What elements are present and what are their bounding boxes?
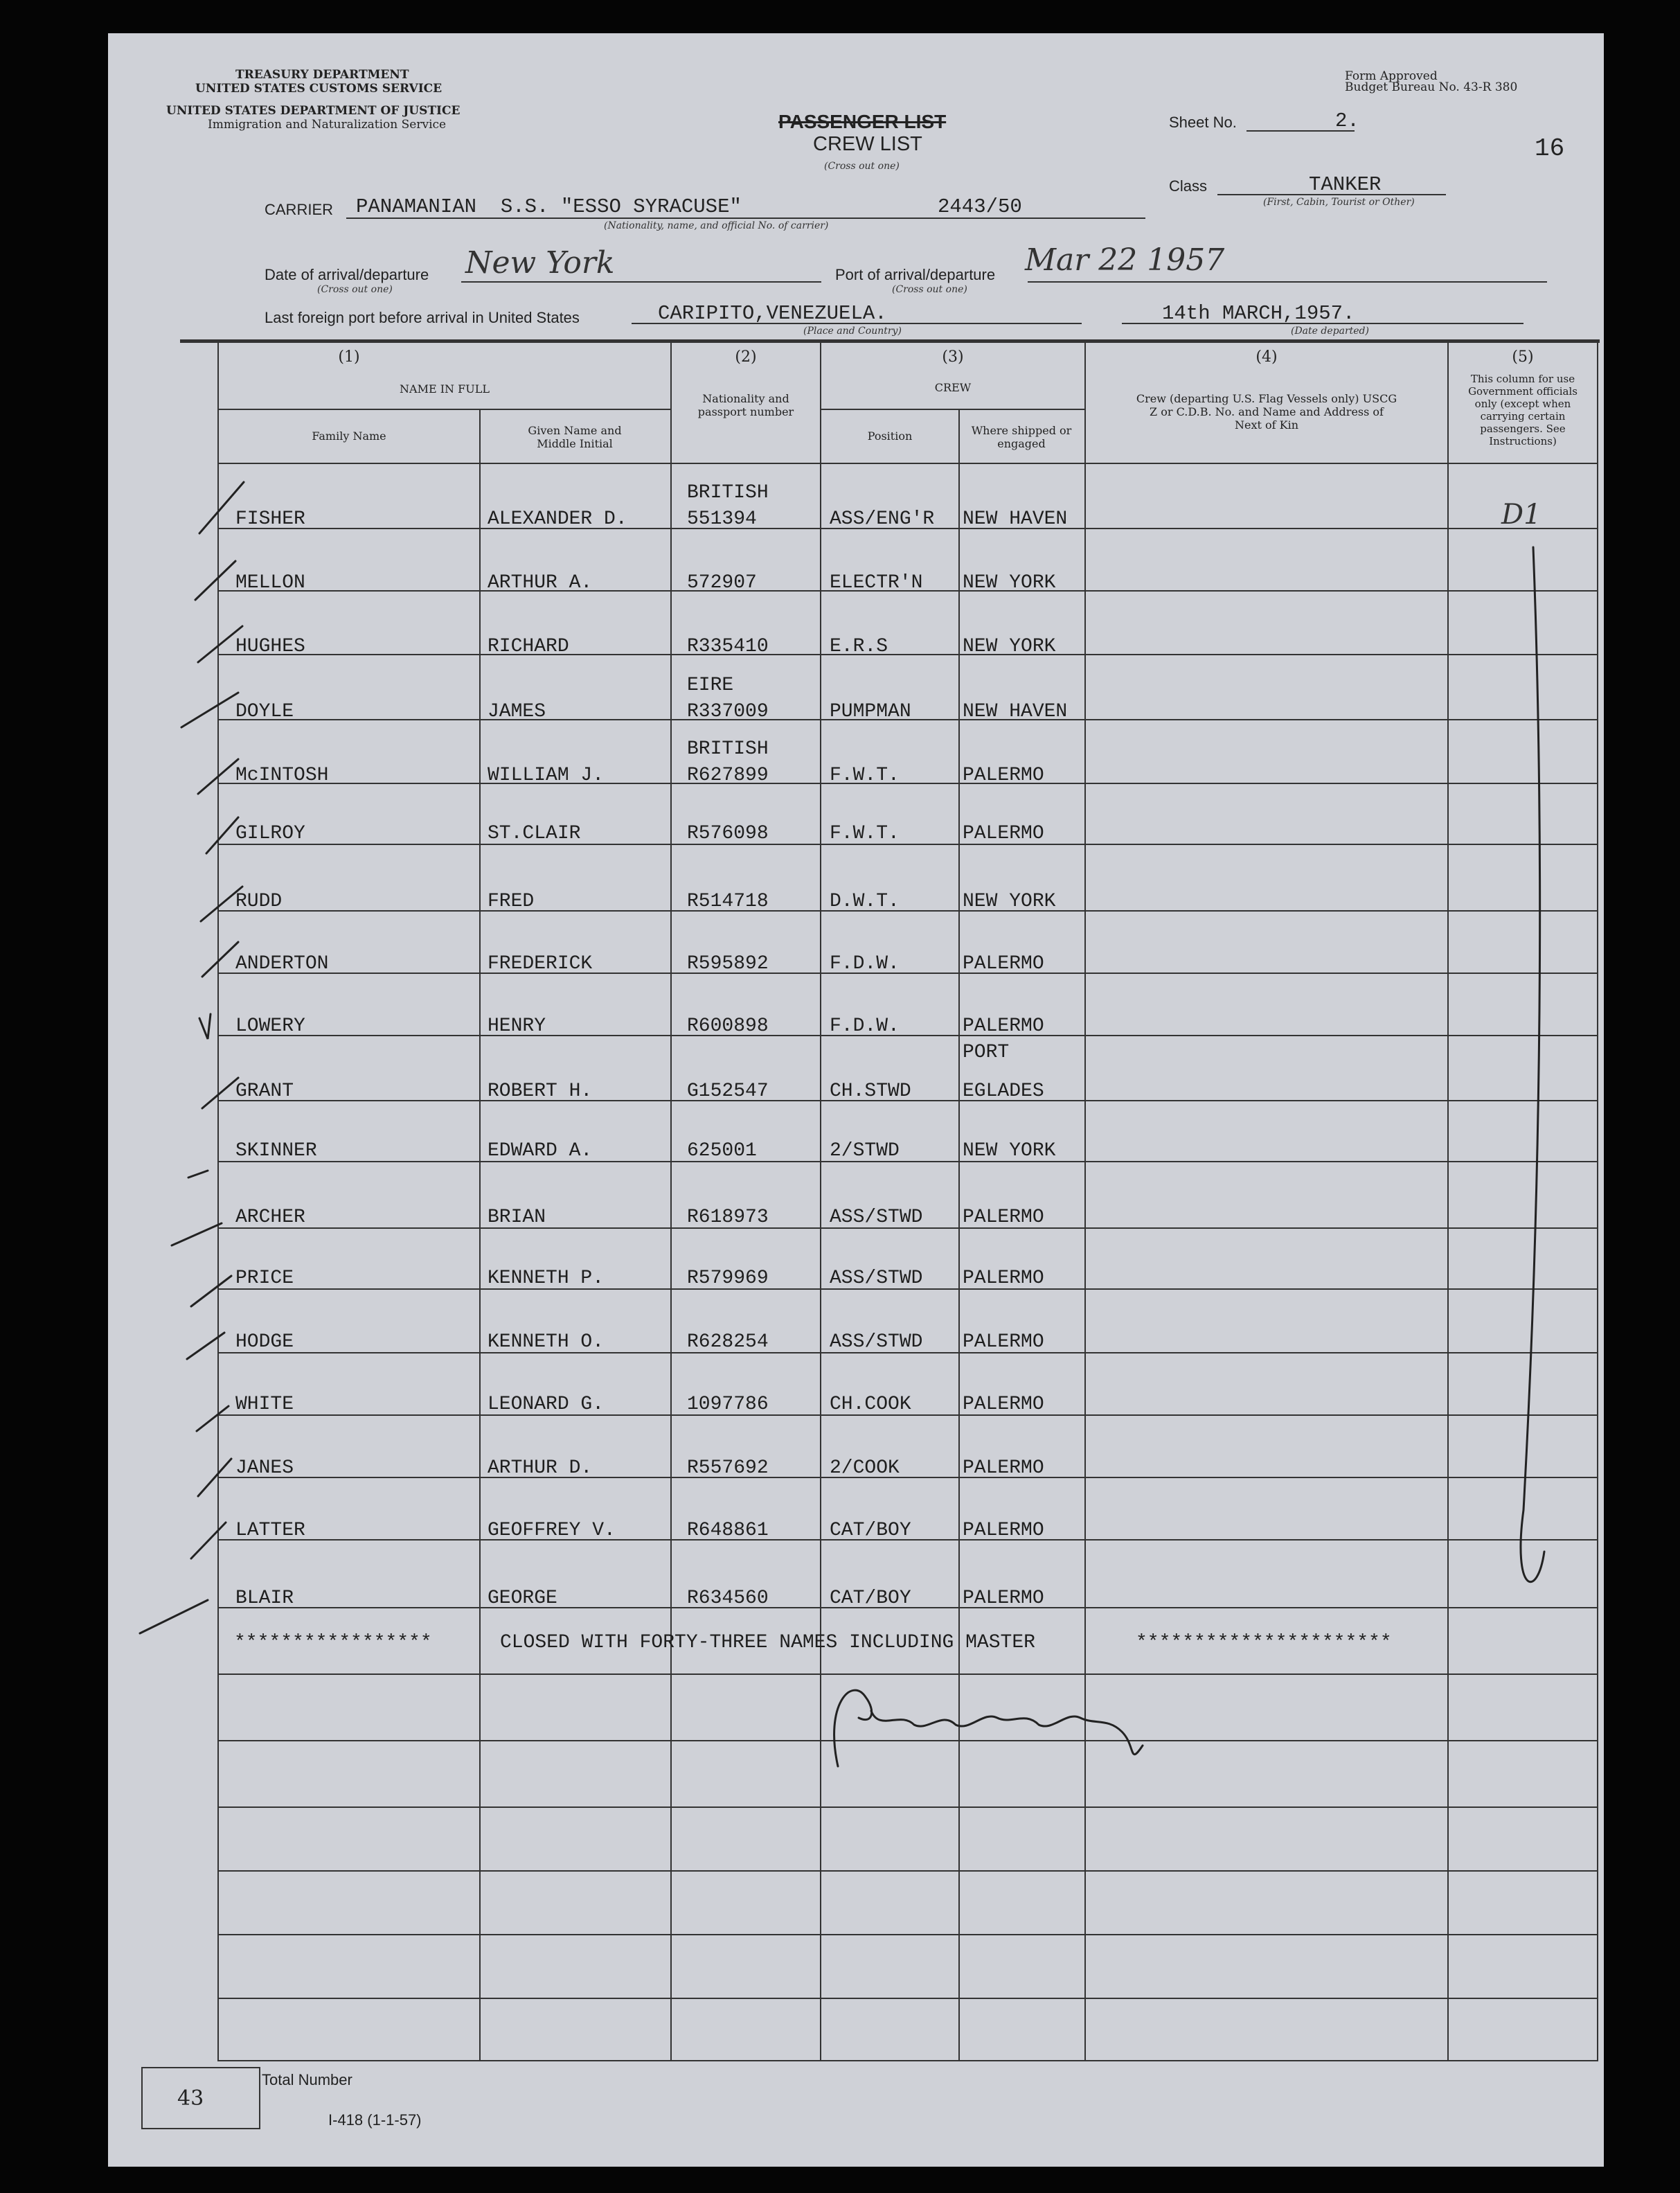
checkmark-4 [181, 693, 238, 727]
family-name: RUDD [235, 891, 283, 912]
crew-list-title: CREW LIST [813, 133, 922, 155]
where-shipped: NEW HAVEN [963, 508, 1068, 530]
where-shipped-line1: PORT [963, 1042, 1010, 1063]
family-name: LOWERY [235, 1015, 305, 1037]
passport-number: R557692 [687, 1457, 769, 1479]
position: F.D.W. [830, 953, 900, 975]
signature [834, 1690, 1143, 1766]
family-name: LATTER [235, 1520, 305, 1541]
position: ASS/STWD [830, 1207, 923, 1228]
sheet-number: 2. [1335, 109, 1359, 132]
form-number: I-418 (1-1-57) [328, 2111, 422, 2129]
checkmark-12 [172, 1223, 222, 1245]
page-number: 16 [1535, 134, 1565, 163]
given-name: KENNETH P. [488, 1268, 605, 1289]
position: F.W.T. [830, 823, 900, 844]
family-name: BLAIR [235, 1588, 294, 1609]
family-name: ANDERTON [235, 953, 329, 975]
col2-title: Nationality and passport number [697, 392, 794, 418]
given-name: WILLIAM J. [488, 765, 605, 786]
closing-statement: CLOSED WITH FORTY-THREE NAMES INCLUDING MASTER [500, 1632, 1035, 1653]
checkmark-9 [199, 1014, 211, 1039]
handwritten-date: Mar 22 1957 [1025, 242, 1225, 278]
class-value: TANKER [1309, 173, 1382, 196]
position: ELECTR'N [830, 572, 923, 594]
given-name: BRIAN [488, 1207, 546, 1228]
position: CAT/BOY [830, 1520, 911, 1541]
passport-number: R627899 [687, 765, 769, 786]
position: F.W.T. [830, 765, 900, 786]
where-shipped: PALERMO [963, 1457, 1044, 1479]
given-name: EDWARD A. [488, 1140, 593, 1162]
date-label: Date of arrival/departure [265, 266, 429, 283]
checkmark-3 [198, 626, 242, 662]
treasury-department: TREASURY DEPARTMENT [235, 68, 409, 82]
position: 2/COOK [830, 1457, 900, 1479]
where-shipped: PALERMO [963, 1268, 1044, 1289]
position: 2/STWD [830, 1140, 900, 1162]
family-name: JANES [235, 1457, 294, 1479]
given-name-header: Given Name and Middle Initial [528, 424, 622, 450]
passport-number: R337009 [687, 701, 769, 722]
position: CH.STWD [830, 1081, 911, 1102]
last-port-label: Last foreign port before arrival in United States [265, 309, 580, 326]
col1-number: (1) [338, 348, 360, 366]
family-name: GILROY [235, 823, 305, 844]
checkmark-8 [202, 942, 238, 977]
family-name: WHITE [235, 1394, 294, 1415]
passport-number: G152547 [687, 1081, 769, 1102]
position-header: Position [867, 429, 913, 443]
checkmark-2 [195, 561, 235, 600]
where-shipped: PALERMO [963, 1207, 1044, 1228]
position: ASS/STWD [830, 1331, 923, 1353]
where-shipped: PALERMO [963, 1394, 1044, 1415]
family-name: SKINNER [235, 1140, 317, 1162]
col3-number: (3) [942, 348, 964, 366]
given-name: RICHARD [488, 636, 569, 657]
position: D.W.T. [830, 891, 900, 912]
last-port-value: CARIPITO,VENEZUELA. [658, 302, 887, 325]
where-shipped: PALERMO [963, 1588, 1044, 1609]
passport-number: R648861 [687, 1520, 769, 1541]
total-value: 43 [177, 2086, 204, 2111]
last-port-note: (Place and Country) [803, 326, 902, 337]
given-name: KENNETH O. [488, 1331, 605, 1353]
col4-title: Crew (departing U.S. Flag Vessels only) USCG Z or C.D.B. No. and Name and Address of Next of Kin [1136, 392, 1397, 432]
class-label: Class [1169, 177, 1208, 195]
total-label: Total Number [262, 2071, 352, 2088]
checkmark-17 [191, 1522, 226, 1559]
col3-title: CREW [934, 381, 972, 394]
given-name: GEORGE [488, 1588, 557, 1609]
where-shipped: NEW HAVEN [963, 701, 1068, 722]
passport-number: 1097786 [687, 1394, 769, 1415]
checkmark-18 [140, 1600, 208, 1633]
cross-out-note: (Cross out one) [824, 161, 900, 172]
budget-bureau: Budget Bureau No. 43-R 380 [1345, 80, 1518, 94]
position: CAT/BOY [830, 1588, 911, 1609]
position: PUMPMAN [830, 701, 911, 722]
passport-number: R335410 [687, 636, 769, 657]
given-name: FRED [488, 891, 535, 912]
date-departed-value: 14th MARCH,1957. [1162, 302, 1355, 325]
checkmark-5 [198, 759, 238, 794]
family-name: GRANT [235, 1081, 294, 1102]
date-note: (Cross out one) [317, 284, 393, 295]
family-name: DOYLE [235, 701, 294, 722]
position: CH.COOK [830, 1394, 911, 1415]
checkmark-14 [187, 1333, 224, 1359]
col1-title: NAME IN FULL [400, 382, 490, 396]
where-shipped: NEW YORK [963, 572, 1056, 594]
given-name: FREDERICK [488, 953, 593, 975]
where-shipped: NEW YORK [963, 891, 1056, 912]
handwritten-city: New York [465, 245, 615, 281]
date-departed-note: (Date departed) [1291, 326, 1369, 337]
col2-number: (2) [735, 348, 757, 366]
given-name: ARTHUR D. [488, 1457, 593, 1479]
where-shipped: PALERMO [963, 1015, 1044, 1037]
port-note: (Cross out one) [892, 284, 967, 295]
passport-number: R618973 [687, 1207, 769, 1228]
where-shipped: EGLADES [963, 1081, 1044, 1102]
given-name: ST.CLAIR [488, 823, 581, 844]
nationality: BRITISH [687, 482, 769, 504]
checkmark-16 [198, 1459, 231, 1496]
closing-stars-right: ********************** [1136, 1632, 1392, 1653]
position: F.D.W. [830, 1015, 900, 1037]
checkmark-15 [197, 1406, 229, 1431]
family-name: McINTOSH [235, 765, 329, 786]
col4-number: (4) [1255, 348, 1278, 366]
position: E.R.S [830, 636, 888, 657]
checkmark-13 [191, 1276, 231, 1306]
closing-stars-left: ***************** [234, 1632, 432, 1653]
immigration-service: Immigration and Naturalization Service [208, 118, 447, 132]
family-name: HODGE [235, 1331, 294, 1353]
checkmark-1 [199, 482, 244, 533]
passport-number: R514718 [687, 891, 769, 912]
sheet-label: Sheet No. [1169, 114, 1237, 131]
carrier-note: (Nationality, name, and official No. of carrier) [604, 220, 829, 231]
family-name: FISHER [235, 508, 305, 530]
bracket-line [1521, 547, 1544, 1582]
given-name: JAMES [488, 701, 546, 722]
given-name: ARTHUR A. [488, 572, 593, 594]
passport-number: R628254 [687, 1331, 769, 1353]
col5-number: (5) [1512, 348, 1534, 366]
where-shipped-header: Where shipped or engaged [971, 424, 1072, 450]
class-note: (First, Cabin, Tourist or Other) [1263, 197, 1415, 208]
family-name: ARCHER [235, 1207, 305, 1228]
where-shipped: NEW YORK [963, 636, 1056, 657]
given-name: GEOFFREY V. [488, 1520, 616, 1541]
where-shipped: PALERMO [963, 823, 1044, 844]
margin-mark: D1 [1501, 499, 1542, 531]
checkmark-11 [188, 1171, 208, 1178]
family-name: HUGHES [235, 636, 305, 657]
col5-title: This column for use Government officials only (except when carrying certain passengers. See Instructions) [1468, 373, 1578, 447]
checkmark-6 [206, 817, 238, 853]
passport-number: R595892 [687, 953, 769, 975]
port-label: Port of arrival/departure [835, 266, 996, 283]
where-shipped: PALERMO [963, 953, 1044, 975]
justice-department: UNITED STATES DEPARTMENT OF JUSTICE [166, 104, 461, 118]
family-name: MELLON [235, 572, 305, 594]
checkmark-7 [201, 887, 242, 921]
passport-number: 625001 [687, 1140, 757, 1162]
position: ASS/ENG'R [830, 508, 935, 530]
passport-number: R600898 [687, 1015, 769, 1037]
passport-number: 572907 [687, 572, 757, 594]
given-name: HENRY [488, 1015, 546, 1037]
given-name: LEONARD G. [488, 1394, 605, 1415]
nationality: BRITISH [687, 738, 769, 760]
where-shipped: PALERMO [963, 765, 1044, 786]
checkmark-10 [202, 1078, 238, 1108]
given-name: ALEXANDER D. [488, 508, 627, 530]
customs-service: UNITED STATES CUSTOMS SERVICE [195, 82, 443, 96]
given-name: ROBERT H. [488, 1081, 593, 1102]
where-shipped: NEW YORK [963, 1140, 1056, 1162]
passport-number: R634560 [687, 1588, 769, 1609]
carrier-label: CARRIER [265, 201, 334, 218]
position: ASS/STWD [830, 1268, 923, 1289]
family-name: PRICE [235, 1268, 294, 1289]
carrier-value: PANAMANIAN S.S. "ESSO SYRACUSE" [356, 195, 742, 218]
passport-number: R576098 [687, 823, 769, 844]
where-shipped: PALERMO [963, 1520, 1044, 1541]
where-shipped: PALERMO [963, 1331, 1044, 1353]
passenger-list-struck: PASSENGER LIST [778, 111, 947, 132]
carrier-number: 2443/50 [938, 195, 1022, 218]
family-name-header: Family Name [312, 429, 386, 443]
passport-number: R579969 [687, 1268, 769, 1289]
passport-number: 551394 [687, 508, 757, 530]
form-approved: Form Approved [1345, 69, 1438, 83]
nationality: EIRE [687, 675, 734, 696]
